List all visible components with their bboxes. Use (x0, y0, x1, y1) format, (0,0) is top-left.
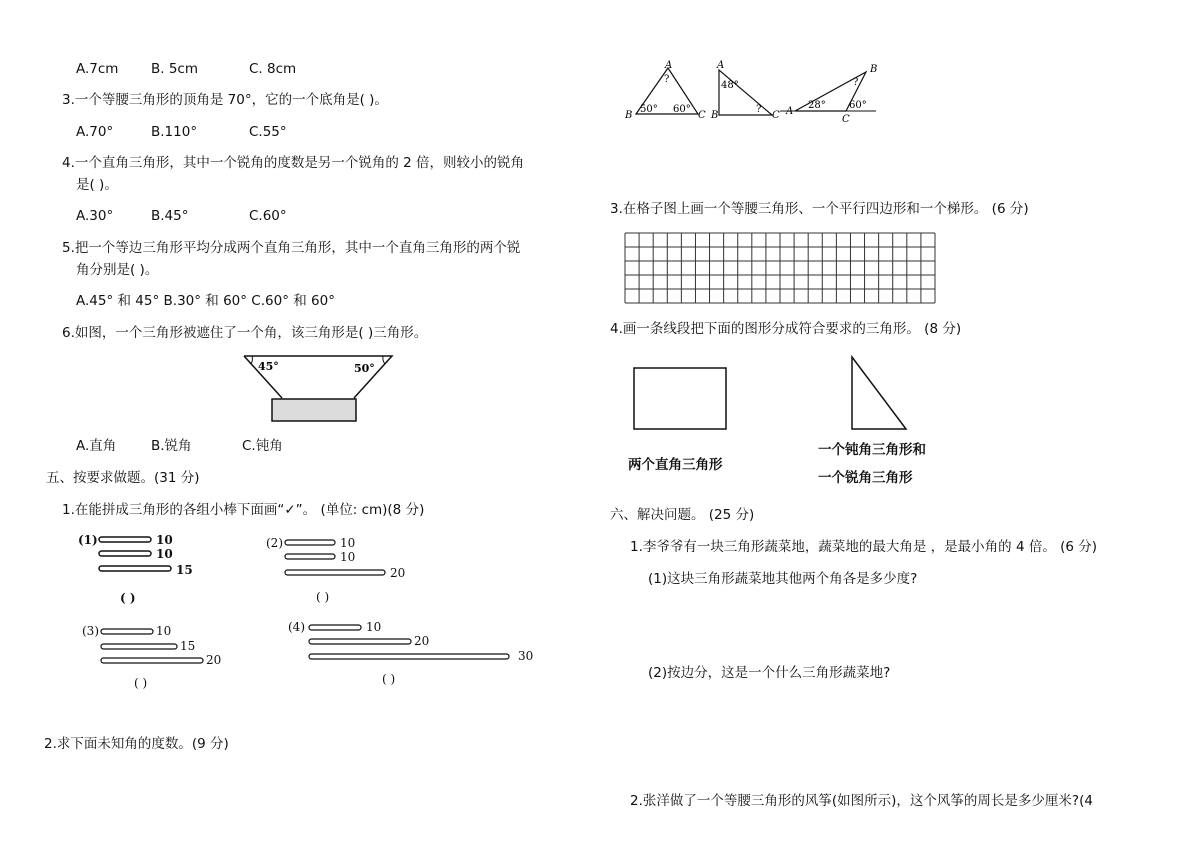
answer-blank: ( ) (134, 676, 148, 690)
stick-length: 15 (176, 563, 193, 577)
q6-text: 6.如图，一个三角形被遮住了一个角，该三角形是( )三角形。 (62, 325, 428, 341)
answer-blank: ( ) (382, 672, 396, 686)
angle-right-label: 50° (354, 362, 375, 375)
shapes-to-divide (632, 352, 922, 434)
right-q3: 3.在格子图上画一个等腰三角形、一个平行四边形和一个梯形。 (6 分) (610, 201, 1029, 217)
stick-length: 20 (206, 653, 222, 667)
cover-rectangle (272, 399, 356, 421)
group-label: (2) (266, 536, 283, 550)
stick-length: 10 (366, 620, 382, 634)
q2-option-b: B. 5cm (151, 61, 199, 77)
stick-length: 15 (180, 639, 196, 653)
group-label: (1) (78, 533, 98, 547)
t3-vertex-a: A (786, 106, 794, 117)
t3-angle-a: 28° (808, 100, 826, 111)
stick-length: 30 (518, 649, 534, 663)
t1-angle-b: 50° (640, 104, 658, 115)
right-triangle-shape (852, 357, 906, 429)
q5-line1: 5.把一个等边三角形平均分成两个直角三角形，其中一个直角三角形的两个锐 (62, 240, 521, 256)
t2-angle-a: 48° (721, 80, 739, 91)
stick-length: 10 (156, 624, 172, 638)
stick-length: 10 (156, 547, 173, 561)
q3-text: 3.一个等腰三角形的顶角是 70°，它的一个底角是( )。 (62, 92, 388, 108)
triangle-caption-1: 一个钝角三角形和 (818, 442, 926, 458)
section5-title: 五、按要求做题。(31 分) (46, 470, 200, 486)
section5-q2: 2.求下面未知角的度数。(9 分) (44, 736, 229, 752)
t3-angle-c: 60° (849, 100, 867, 111)
q6-option-a: A.直角 (76, 438, 117, 454)
q4-option-a: A.30° (76, 208, 114, 224)
t2-vertex-c: C (772, 110, 780, 121)
sticks (308, 622, 518, 662)
drawing-grid (624, 232, 936, 304)
q5-options: A.45° 和 45° B.30° 和 60° C.60° 和 60° (76, 293, 335, 309)
stick-length: 10 (340, 536, 356, 550)
stick-length: 10 (340, 550, 356, 564)
unknown-angle-triangles (620, 58, 890, 124)
t2-vertex-a: A (717, 60, 725, 71)
t3-vertex-b: B (870, 64, 878, 75)
section6-q1b: (2)按边分，这是一个什么三角形蔬菜地? (648, 665, 891, 681)
q3-option-c: C.55° (249, 124, 287, 140)
t2-unknown: ? (756, 104, 762, 115)
stick-group-3 (82, 624, 242, 694)
q4-line2: 是( )。 (76, 177, 118, 193)
q5-line2: 角分别是( )。 (76, 262, 159, 278)
stick-length: 10 (156, 533, 173, 547)
rectangle-shape (634, 368, 726, 429)
t1-vertex-b: B (625, 110, 633, 121)
answer-blank: ( ) (316, 590, 330, 604)
stick-length: 20 (414, 634, 430, 648)
q4-option-c: C.60° (249, 208, 287, 224)
stick-group-4 (288, 620, 538, 690)
covered-triangle-figure (238, 352, 398, 428)
q6-option-b: B.锐角 (151, 438, 192, 454)
t3-unknown: ? (853, 77, 859, 88)
section6-q1a: (1)这块三角形蔬菜地其他两个角各是多少度? (648, 571, 918, 587)
sticks (284, 538, 394, 578)
group-label: (4) (288, 620, 305, 634)
triangle-caption-2: 一个锐角三角形 (818, 470, 913, 486)
q4-option-b: B.45° (151, 208, 189, 224)
q4-line1: 4.一个直角三角形，其中一个锐角的度数是另一个锐角的 2 倍，则较小的锐角 (62, 155, 525, 171)
answer-blank: ( ) (120, 591, 136, 605)
stick-group-2 (266, 536, 416, 616)
rect-caption: 两个直角三角形 (628, 457, 723, 473)
t1-vertex-a: A (665, 60, 673, 71)
q2-option-c: C. 8cm (249, 61, 297, 77)
q6-option-c: C.钝角 (242, 438, 283, 454)
section6-q2: 2.张洋做了一个等腰三角形的风筝(如图所示)，这个风筝的周长是多少厘米?(4 (630, 793, 1093, 809)
t1-vertex-c: C (698, 110, 706, 121)
angle-left-label: 45° (258, 360, 279, 373)
t1-unknown: ? (664, 74, 670, 85)
q2-option-a: A.7cm (76, 61, 119, 77)
q3-option-b: B.110° (151, 124, 198, 140)
section6-q1: 1.李爷爷有一块三角形蔬菜地，蔬菜地的最大角是 ，是最小角的 4 倍。 (6 分) (630, 539, 1098, 555)
t2-vertex-b: B (711, 110, 719, 121)
section6-title: 六、解决问题。 (25 分) (610, 507, 755, 523)
stick-length: 20 (390, 566, 406, 580)
stick-group-1 (78, 533, 218, 613)
right-q4: 4.画一条线段把下面的图形分成符合要求的三角形。 (8 分) (610, 321, 962, 337)
section5-q1: 1.在能拼成三角形的各组小棒下面画“✓”。 (单位: cm)(8 分) (62, 502, 425, 518)
group-label: (3) (82, 624, 99, 638)
t1-angle-c: 60° (673, 104, 691, 115)
q3-option-a: A.70° (76, 124, 114, 140)
t3-vertex-c: C (842, 114, 850, 124)
